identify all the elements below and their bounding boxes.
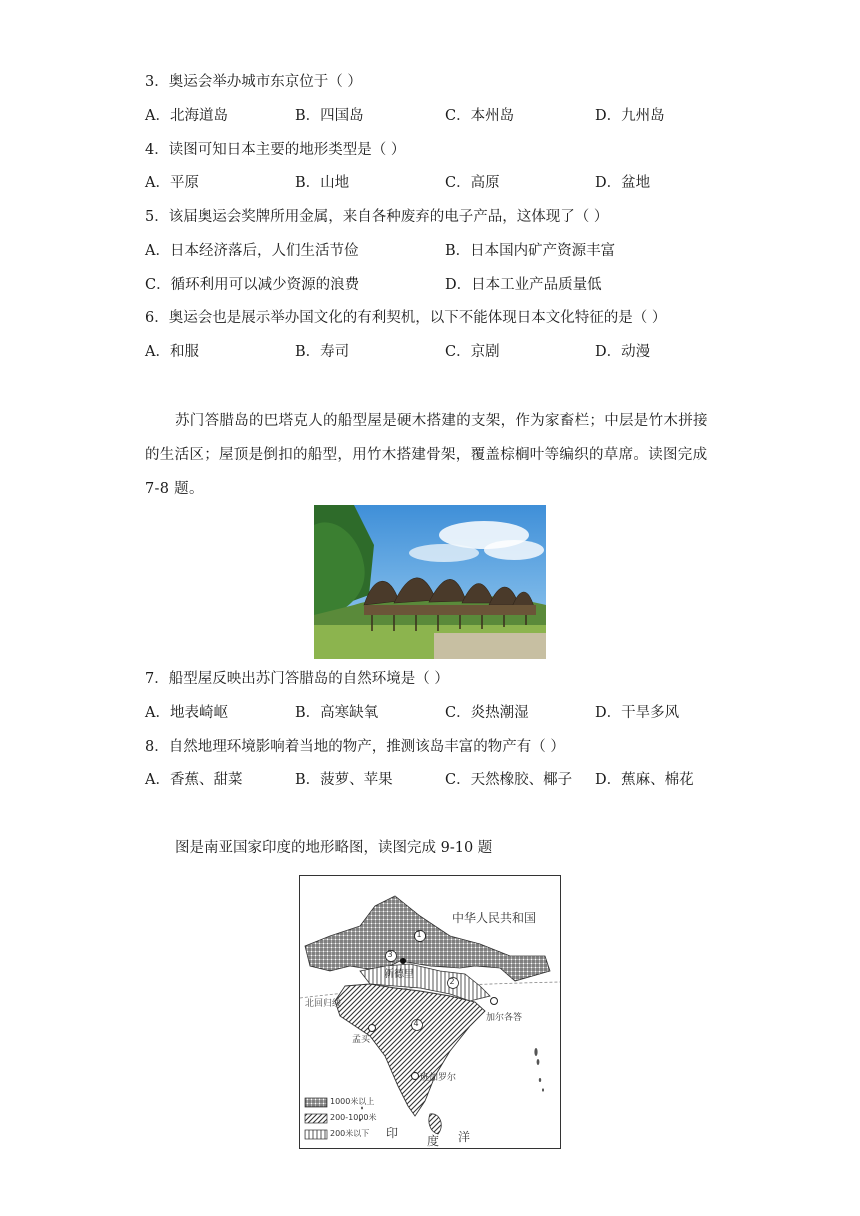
q8-option-a: A．香蕉、甜菜 xyxy=(145,772,243,788)
map-marker-1: 1 xyxy=(416,929,422,939)
q4-stem: 4．读图可知日本主要的地形类型是（ ） xyxy=(145,142,406,158)
q8-option-d: D．蕉麻、棉花 xyxy=(595,772,694,788)
q6-option-a: A．和服 xyxy=(145,344,199,360)
q6-stem: 6．奥运会也是展示举办国文化的有利契机，以下不能体现日本文化特征的是（ ） xyxy=(145,310,667,326)
legend-low: 200米以下 xyxy=(330,1129,370,1138)
map-label-china: 中华人民共和国 xyxy=(452,911,537,925)
q6-option-b: B．寿司 xyxy=(295,344,350,360)
q6-option-d: D．动漫 xyxy=(595,344,651,360)
passage-boat-house xyxy=(145,404,715,506)
q5-option-d: D．日本工业产品质量低 xyxy=(445,277,602,293)
q8-option-c: C．天然橡胶、椰子 xyxy=(445,772,573,788)
q3-option-b: B．四国岛 xyxy=(295,108,364,124)
map-label-new-delhi: 新德里 xyxy=(384,969,414,980)
q4-option-b: B．山地 xyxy=(295,175,350,191)
q7-option-b: B．高寒缺氧 xyxy=(295,705,379,721)
q5-option-b: B．日本国内矿产资源丰富 xyxy=(445,243,616,259)
boat-house-photo xyxy=(314,505,546,659)
q8-option-b: B．菠萝、苹果 xyxy=(295,772,393,788)
passage-india-map: 图是南亚国家印度的地形略图，读图完成 9-10 题 xyxy=(175,840,493,856)
legend-high: 1000米以上 xyxy=(330,1097,375,1106)
q6-option-c: C．京剧 xyxy=(445,344,500,360)
passage-line-2: 的生活区；屋顶是倒扣的船型，用竹木搭建骨架，覆盖棕榈叶等编织的草席。读图完成 xyxy=(145,447,708,463)
q4-option-d: D．盆地 xyxy=(595,175,651,191)
map-label-ocean-2: 度 xyxy=(427,1134,440,1148)
q7-option-c: C．炎热潮湿 xyxy=(445,705,529,721)
q8-stem: 8．自然地理环境影响着当地的物产，推测该岛丰富的物产有（ ） xyxy=(145,739,565,755)
q3-option-a: A．北海道岛 xyxy=(145,108,228,124)
q5-option-a: A．日本经济落后，人们生活节俭 xyxy=(145,243,359,259)
q4-option-c: C．高原 xyxy=(445,175,500,191)
map-label-tropic: 北回归线 xyxy=(305,999,342,1009)
map-label-kolkata: 加尔各答 xyxy=(486,1013,523,1023)
q5-option-c: C．循环利用可以减少资源的浪费 xyxy=(145,277,360,293)
q3-stem: 3．奥运会举办城市东京位于（ ） xyxy=(145,74,362,90)
passage-line-1: 苏门答腊岛的巴塔克人的船型屋是硬木搭建的支架，作为家畜栏；中层是竹木拼接 xyxy=(175,413,708,429)
q3-option-d: D．九州岛 xyxy=(595,108,665,124)
q7-option-a: A．地表崎岖 xyxy=(145,705,228,721)
q4-option-a: A．平原 xyxy=(145,175,199,191)
india-terrain-map xyxy=(299,875,561,1149)
map-label-bangalore: 班加罗尔 xyxy=(420,1073,457,1083)
map-label-mumbai: 孟买 xyxy=(352,1035,371,1045)
q3-option-c: C．本州岛 xyxy=(445,108,515,124)
passage-line-3: 7-8 题。 xyxy=(145,481,204,497)
map-label-ocean-1: 印 xyxy=(386,1126,399,1140)
map-label-ocean-3: 洋 xyxy=(458,1130,471,1144)
q7-option-d: D．干旱多风 xyxy=(595,705,680,721)
map-marker-3: 3 xyxy=(387,949,393,959)
legend-mid: 200-1000米 xyxy=(330,1113,377,1122)
map-marker-2: 2 xyxy=(449,976,455,986)
q7-stem: 7．船型屋反映出苏门答腊岛的自然环境是（ ） xyxy=(145,671,449,687)
map-marker-4: 4 xyxy=(413,1018,419,1028)
q5-stem: 5．该届奥运会奖牌所用金属，来自各种废弃的电子产品，这体现了（ ） xyxy=(145,209,609,225)
